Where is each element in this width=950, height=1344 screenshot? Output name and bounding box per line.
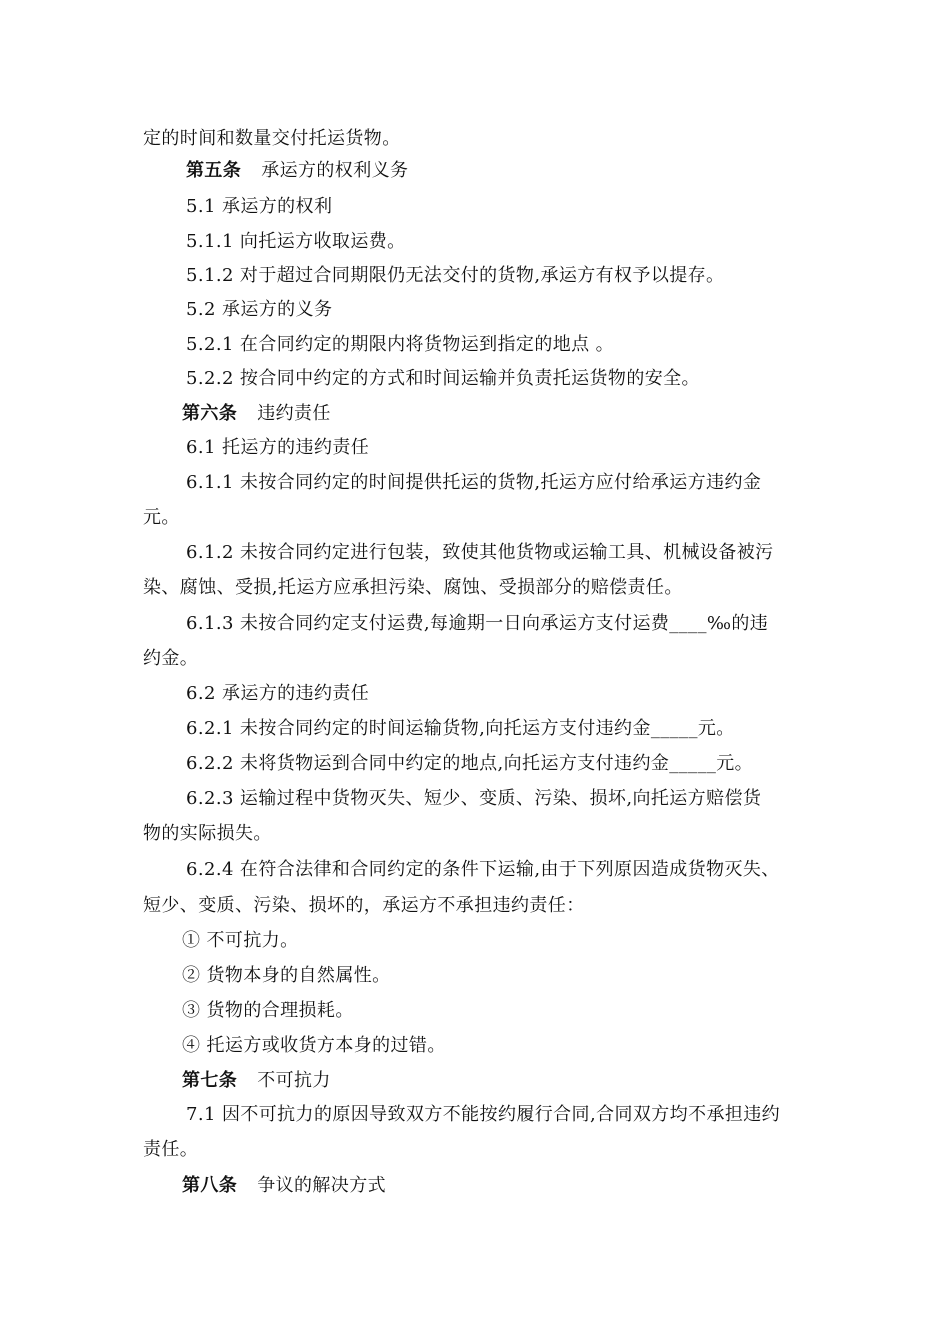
text-line: 5.1 承运方的权利 xyxy=(186,196,333,217)
text-line: 6.2.4 在符合法律和合同约定的条件下运输,由于下列原因造成货物灭失、 xyxy=(186,859,780,880)
article-title: 承运方的权利义务 xyxy=(261,160,409,181)
text-line: 5.1.1 向托运方收取运费。 xyxy=(186,231,406,252)
article-heading-6 xyxy=(182,403,331,425)
text-line: 5.1.2 对于超过合同期限仍无法交付的货物,承运方有权予以提存。 xyxy=(186,265,725,286)
article-number: 第七条 xyxy=(182,1070,238,1091)
text-line: 染、腐蚀、受损,托运方应承担污染、腐蚀、受损部分的赔偿责任。 xyxy=(143,577,683,598)
text-line: 责任。 xyxy=(143,1139,199,1160)
text-line: 定的时间和数量交付托运货物。 xyxy=(143,128,401,149)
text-line: 6.1 托运方的违约责任 xyxy=(186,437,370,458)
text-line: 6.2 承运方的违约责任 xyxy=(186,683,370,704)
article-heading-5 xyxy=(186,160,408,182)
article-heading-7 xyxy=(182,1070,331,1092)
article-number: 第五条 xyxy=(186,160,242,181)
text-line: 6.1.3 未按合同约定支付运费,每逾期一日向承运方支付运费____‰的违 xyxy=(186,613,769,634)
text-line: 元。 xyxy=(143,507,180,528)
article-number: 第八条 xyxy=(182,1175,238,1196)
text-line: 5.2.2 按合同中约定的方式和时间运输并负责托运货物的安全。 xyxy=(186,368,700,389)
text-line: 6.1.2 未按合同约定进行包装，致使其他货物或运输工具、机械设备被污 xyxy=(186,542,774,563)
text-line: 7.1 因不可抗力的原因导致双方不能按约履行合同,合同双方均不承担违约 xyxy=(186,1104,781,1125)
text-line: 约金。 xyxy=(143,648,199,669)
list-item: ② 货物本身的自然属性。 xyxy=(182,965,391,986)
text-line: 6.1.1 未按合同约定的时间提供托运的货物,托运方应付给承运方违约金 xyxy=(186,472,762,493)
list-item: ④ 托运方或收货方本身的过错。 xyxy=(182,1035,446,1056)
article-heading-8 xyxy=(182,1175,386,1197)
text-line: 5.2 承运方的义务 xyxy=(186,299,333,320)
article-title: 违约责任 xyxy=(257,403,331,424)
list-item: ③ 货物的合理损耗。 xyxy=(182,1000,354,1021)
article-title: 不可抗力 xyxy=(257,1070,331,1091)
list-item: ① 不可抗力。 xyxy=(182,930,299,951)
text-line: 6.2.2 未将货物运到合同中约定的地点,向托运方支付违约金_____元。 xyxy=(186,753,754,774)
text-line: 短少、变质、污染、损坏的，承运方不承担违约责任： xyxy=(143,895,585,916)
text-line: 6.2.3 运输过程中货物灭失、短少、变质、污染、损坏,向托运方赔偿货 xyxy=(186,788,762,809)
text-line: 5.2.1 在合同约定的期限内将货物运到指定的地点 。 xyxy=(186,334,615,355)
article-number: 第六条 xyxy=(182,403,238,424)
text-line: 物的实际损失。 xyxy=(143,823,272,844)
text-line: 6.2.1 未按合同约定的时间运输货物,向托运方支付违约金_____元。 xyxy=(186,718,735,739)
article-title: 争议的解决方式 xyxy=(257,1175,387,1196)
